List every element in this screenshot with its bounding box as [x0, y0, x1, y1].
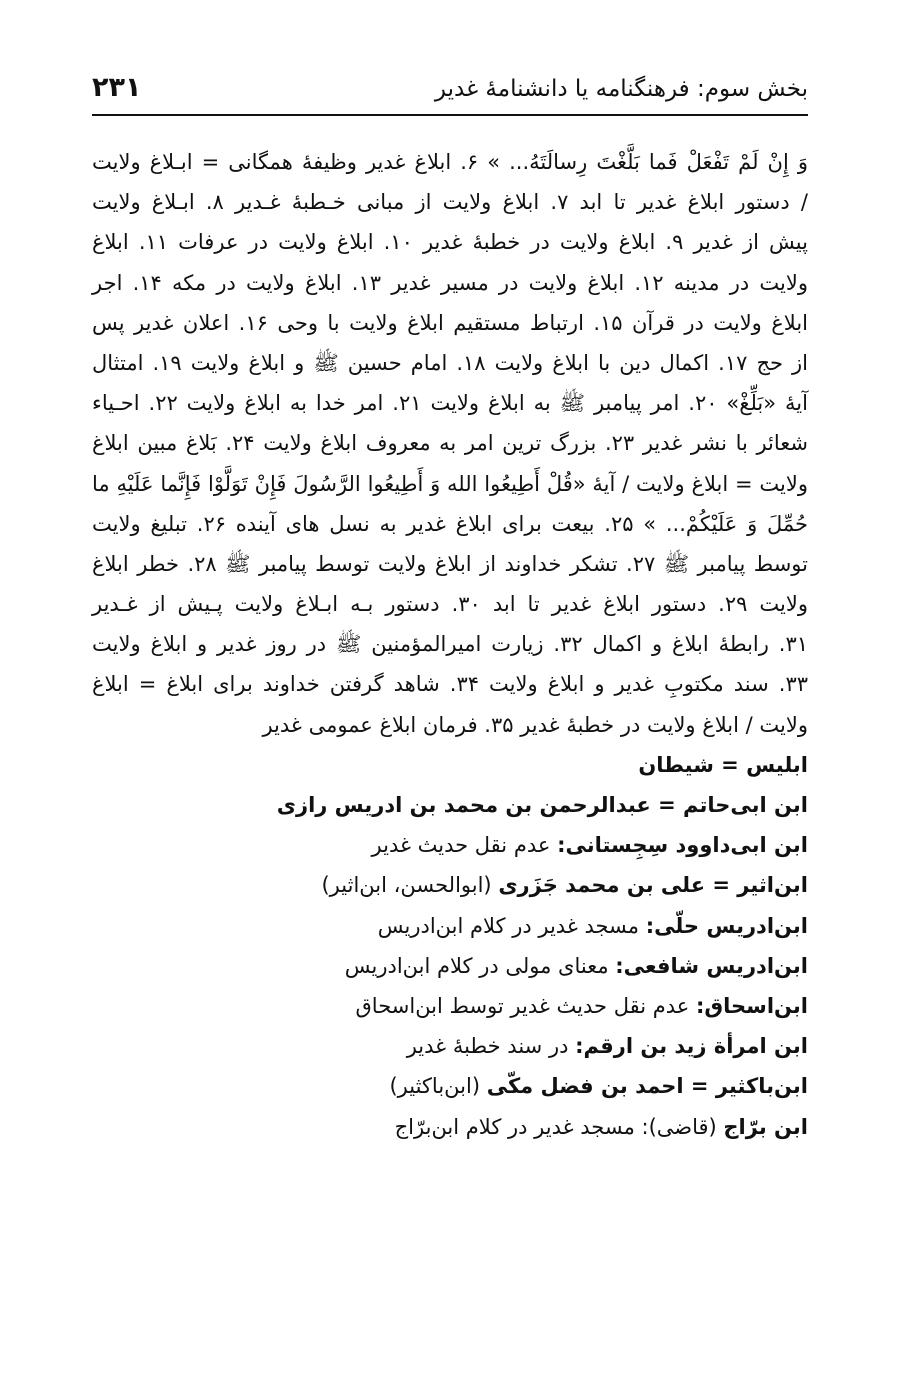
index-entry	[92, 946, 808, 986]
entry-head: ابن‌ادریس حلّی:	[645, 913, 808, 938]
paragraph-line: ولایت / ابلاغ ولایت در خطبهٔ غدیر ۳۵. فرمان ابلاغ عمومی غدیر	[262, 712, 808, 737]
paragraph-line: آیهٔ «بَلِّغْ» ۲۰. امر پیامبر ﷺ به ابلاغ ولایت ۲۱. امر خدا به ابلاغ ولایت ۲۲. احـیاء	[92, 391, 808, 416]
entry-text: در سند خطبهٔ غدیر	[406, 1034, 576, 1059]
entry-head: ابلیس = شیطان	[638, 752, 808, 777]
entry-head: ابن امرأة زید بن ارقم:	[575, 1034, 808, 1059]
entry-head: ابن‌باکثیر = احمد بن فضل مکّی	[486, 1074, 808, 1099]
entry-text: (قاضی): مسجد غدیر در کلام ابن‌برّاج	[394, 1114, 724, 1139]
index-entry	[92, 825, 808, 865]
paragraph-line: از حج ۱۷. اکمال دین با ابلاغ ولایت ۱۸. امام حسین ﷺ و ابلاغ ولایت ۱۹. امتثال	[92, 350, 808, 375]
index-entry	[92, 1107, 808, 1147]
paragraph-line: توسط پیامبر ﷺ ۲۷. تشکر خداوند از ابلاغ ولایت توسط پیامبر ﷺ ۲۸. خطر ابلاغ	[92, 551, 808, 576]
entry-head: ابن برّاج	[723, 1114, 808, 1139]
paragraph-line: وَ إِنْ لَمْ تَفْعَلْ فَما بَلَّغْتَ رِسالَتَهُ... » ۶. ابلاغ غدیر وظیفهٔ همگانی = ابـلاغ ولایت	[92, 150, 808, 174]
entry-text: مسجد غدیر در کلام ابن‌ادریس	[377, 913, 646, 938]
index-entry	[92, 1026, 808, 1066]
paragraph-line: ۳۱. رابطهٔ ابلاغ و اکمال ۳۲. زیارت امیرالمؤمنین ﷺ در روز غدیر و ابلاغ ولایت	[92, 632, 808, 657]
entry-head: ابن‌ادریس شافعی:	[615, 953, 808, 978]
index-entry	[92, 745, 808, 785]
entry-head: ابن‌اسحاق:	[695, 993, 808, 1018]
index-entry	[92, 865, 808, 905]
paragraph-line: پیش از غدیر ۹. ابلاغ ولایت در خطبهٔ غدیر ۱۰. ابلاغ ولایت در عرفات ۱۱. ابلاغ	[92, 230, 808, 255]
paragraph-line: حُمِّلَ وَ عَلَیْکُمْ... » ۲۵. بیعت برای ابلاغ غدیر به نسل های آینده ۲۶. تبلیغ ولایت	[92, 511, 808, 536]
index-entry	[92, 785, 808, 825]
paragraph-line: ۳۳. سند مکتوبِ غدیر و ابلاغ ولایت ۳۴. شاهد گرفتن خداوند برای ابلاغ = ابلاغ	[92, 672, 808, 697]
entry-text: عدم نقل حدیث غدیر توسط ابن‌اسحاق	[355, 993, 696, 1018]
paragraph-line: ولایت ۲۹. دستور ابلاغ غدیر تا ابد ۳۰. دستور بـه ابـلاغ ولایت پـیش از غـدیر	[92, 592, 808, 617]
index-entry	[92, 1066, 808, 1106]
paragraph-line: ابلاغ ولایت در قرآن ۱۵. ارتباط مستقیم ابلاغ ولایت با وحی ۱۶. اعلان غدیر پس	[92, 310, 808, 335]
paragraph-line: / دستور ابلاغ غدیر تا ابد ۷. ابلاغ ولایت از مبانی خـطبهٔ غـدیر ۸. ابـلاغ ولایت	[92, 190, 808, 215]
page-number: ۲۳۱	[92, 72, 142, 103]
entry-text: معنای مولی در کلام ابن‌ادریس	[344, 953, 616, 978]
entry-text: (ابن‌باکثیر)	[389, 1074, 487, 1099]
paragraph-line: ولایت = ابلاغ ولایت / آیهٔ «قُلْ أَطِیعُوا الله وَ أَطِیعُوا الرَّسُولَ فَإِنْ تَوَلَّوْا فَإِنَّما عَلَیْهِ ما	[92, 471, 808, 496]
entry-text: عدم نقل حدیث غدیر	[371, 833, 558, 858]
entry-text: (ابوالحسن، ابن‌اثیر)	[321, 873, 499, 898]
body-text	[92, 142, 808, 1147]
page-header	[92, 68, 808, 116]
index-entry	[92, 986, 808, 1026]
entry-head: ابن ابی‌حاتم = عبدالرحمن بن محمد بن ادریس رازی	[276, 793, 808, 817]
running-title: بخش سوم: فرهنگنامه یا دانشنامهٔ غدیر	[434, 76, 808, 102]
entry-head: ابن‌اثیر = علی بن محمد جَزَری	[498, 873, 808, 898]
index-entry	[92, 906, 808, 946]
paragraph-line: ولایت در مدینه ۱۲. ابلاغ ولایت در مسیر غدیر ۱۳. ابلاغ ولایت در مکه ۱۴. اجر	[92, 270, 808, 295]
paragraph-line: شعائر با نشر غدیر ۲۳. بزرگ ترین امر به معروف ابلاغ ولایت ۲۴. بَلاغ مبین ابلاغ	[92, 431, 809, 456]
entry-head: ابن ابی‌داوود سِجِستانی:	[557, 833, 808, 858]
